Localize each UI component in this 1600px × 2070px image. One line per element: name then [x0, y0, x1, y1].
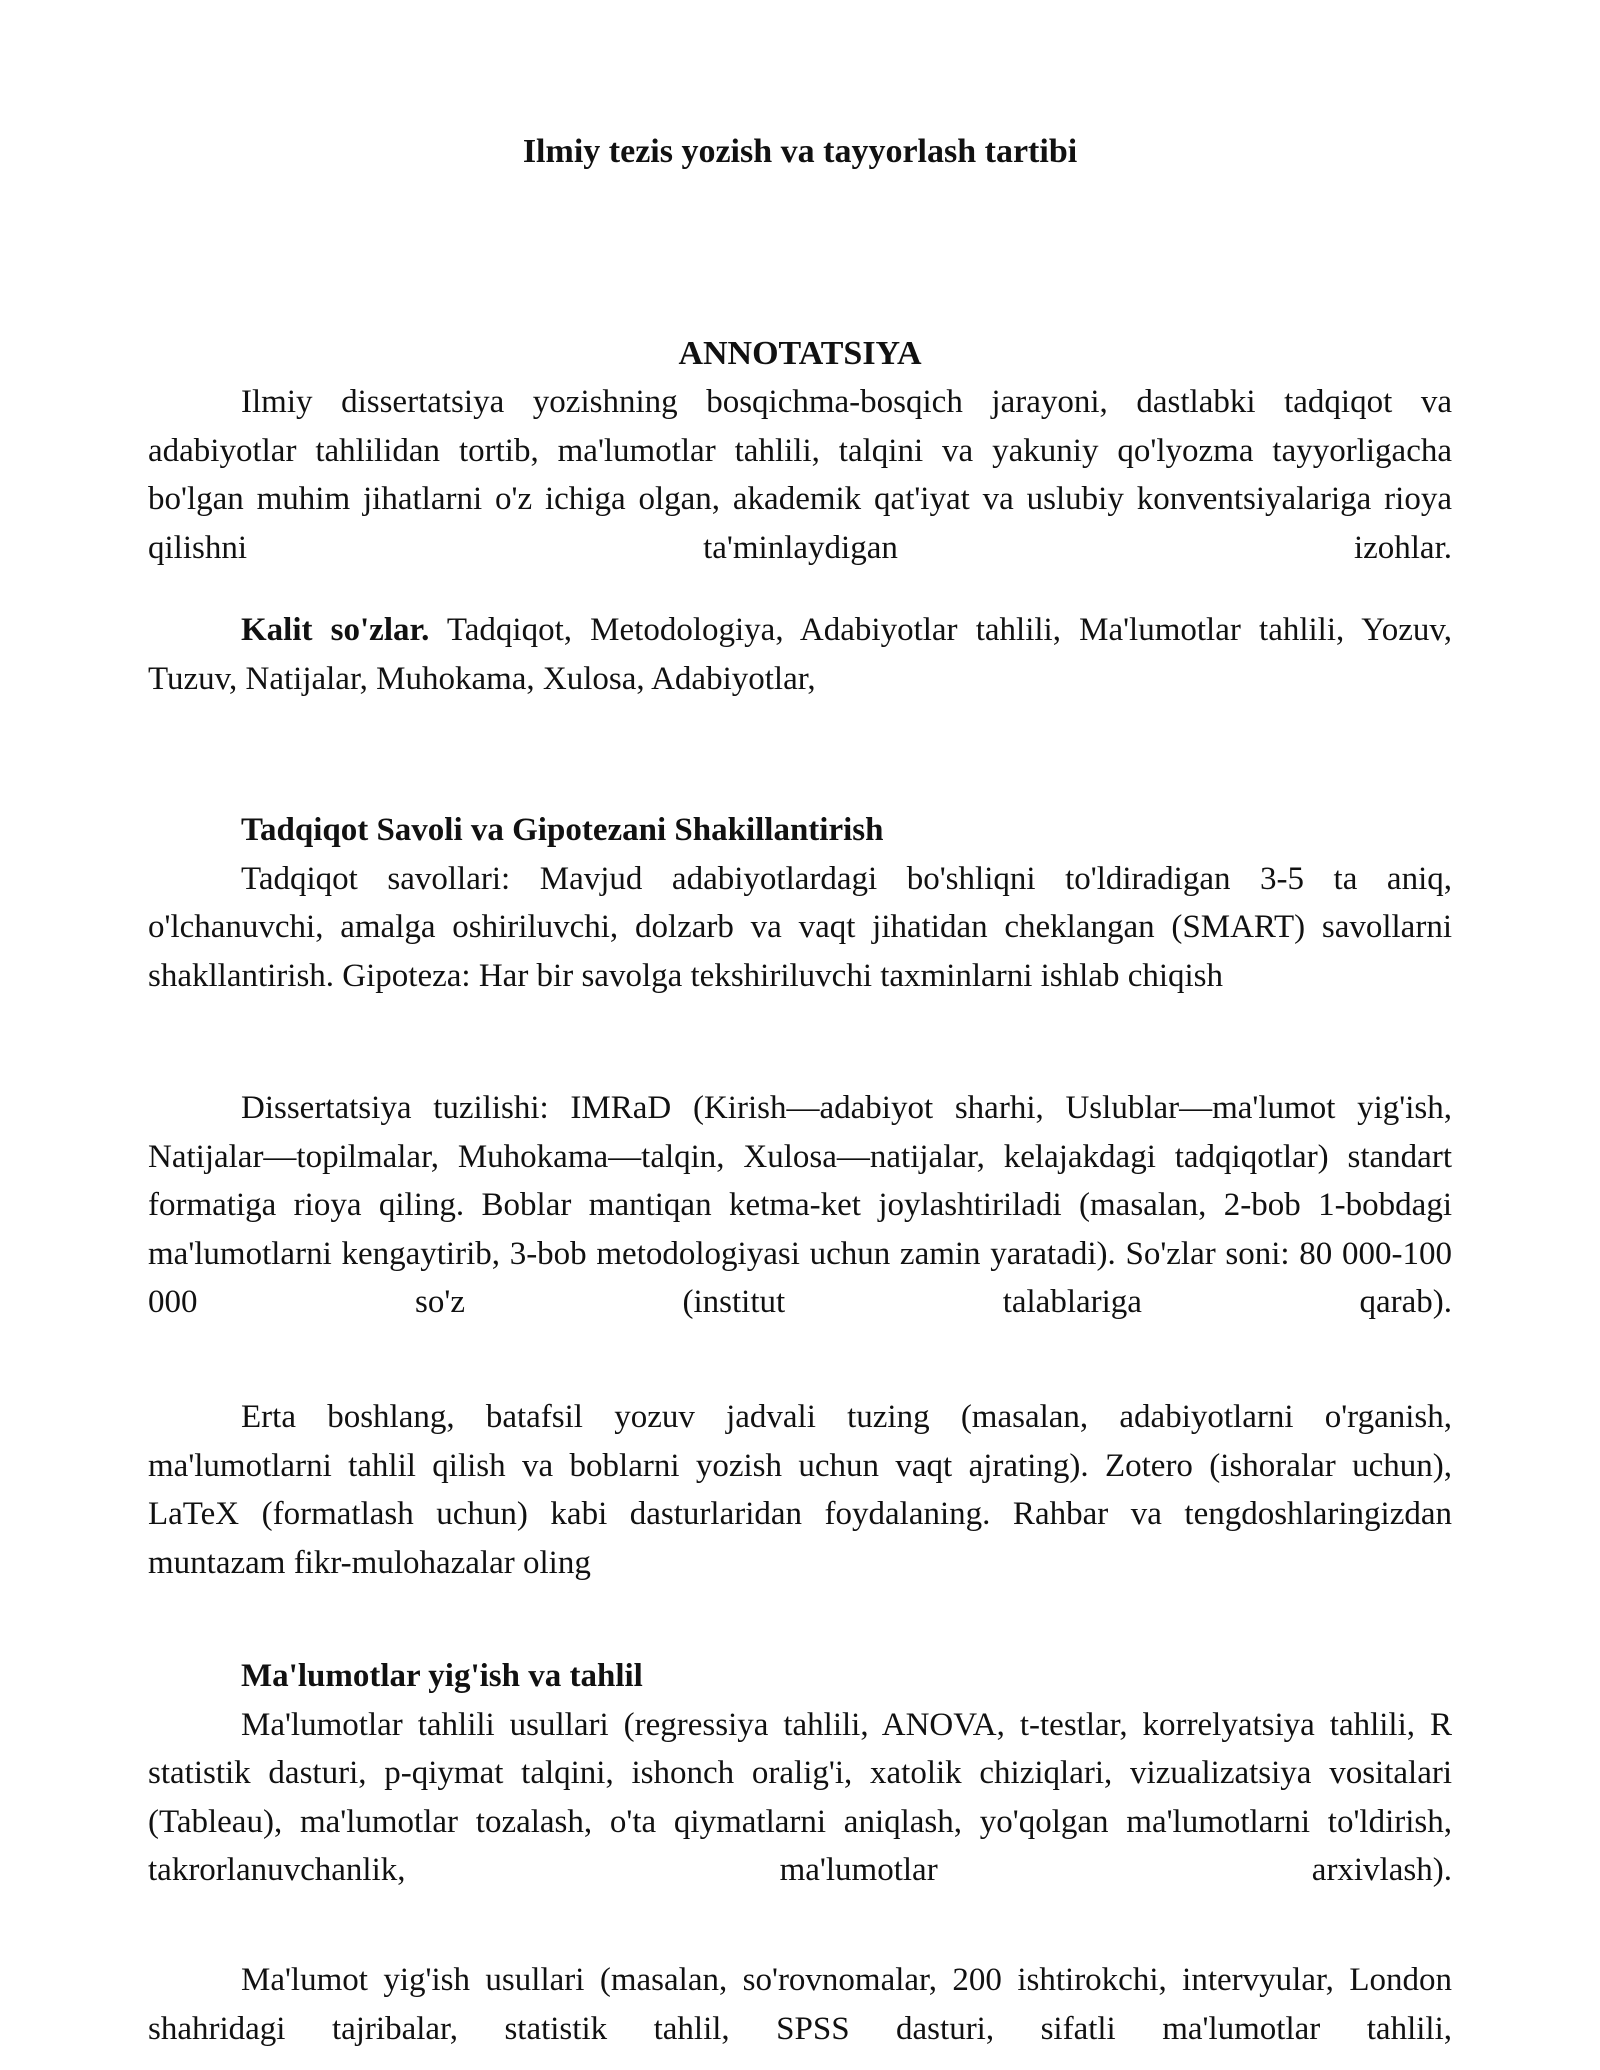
annotation-paragraph: Ilmiy dissertatsiya yozishning bosqichma-bosqich jarayoni, dastlabki tadqiqot va adabiyotlar tahlilidan tortib, ma'lumotlar tahlili, talqini va yakuniy qo'lyozma tayyorligacha bo'lgan muhim jihatlarni o'z ichiga olgan, akademik qat'iyat va uslubiy konventsiyalariga rioya qilishni ta'minlaydigan izohlar. [148, 384, 1452, 566]
section-heading: Ma'lumotlar yig'ish va tahlil [241, 1658, 643, 1694]
schedule-block [148, 1393, 1452, 1587]
section-paragraph: Tadqiqot savollari: Mavjud adabiyotlardagi bo'shliqni to'ldiradigan 3-5 ta aniq, o'lchanuvchi, amalga oshiriluvchi, dolzarb va vaqt jihatidan cheklangan (SMART) savollarni shakllantirish. Gipoteza: Har bir savolga tekshiriluvchi taxminlarni ishlab chiqish [148, 860, 1452, 994]
keywords-paragraph [148, 606, 1452, 703]
section-research-question [148, 806, 1452, 1000]
data-methods-block [148, 1956, 1452, 2053]
section-paragraph: Dissertatsiya tuzilishi: IMRaD (Kirish—adabiyot sharhi, Uslublar—ma'lumot yig'ish, Natijalar—topilmalar, Muhokama—talqin, Xulosa—natijalar, kelajakdagi tadqiqotlar) standart formatiga rioya qiling. Boblar mantiqan ketma-ket joylashtiriladi (masalan, 2-bob 1-bobdagi ma'lumotlarni kengaytirib, 3-bob metodologiyasi uchun zamin yaratadi). So'zlar soni: 80 000-100 000 so'z (institut talablariga qarab). [148, 1090, 1452, 1320]
annotation-block [148, 378, 1452, 572]
keywords-block [148, 606, 1452, 703]
section-paragraph: Ma'lumotlar tahlili usullari (regressiya tahlili, ANOVA, t-testlar, korrelyatsiya tahlili, R statistik dasturi, p-qiymat talqini, ishonch oralig'i, xatolik chiziqlari, vizualizatsiya vositalari (Tableau), ma'lumotlar tozalash, o'ta qiymatlarni aniqlash, yo'qolgan ma'lumotlarni to'ldirish, takrorlanuvchanlik, ma'lumotlar arxivlash). [148, 1706, 1452, 1888]
document-title: Ilmiy tezis yozish va tayyorlash tartibi [522, 133, 1078, 170]
structure-block [148, 1084, 1452, 1327]
keywords-label: Kalit so'zlar. [241, 612, 430, 648]
keywords-text: Tadqiqot, Metodologiya, Adabiyotlar tahlili, Ma'lumotlar tahlili, Yozuv, Tuzuv, Natijalar, Muhokama, Xulosa, Adabiyotlar, [148, 612, 1452, 697]
annotation-heading: ANNOTATSIYA [678, 335, 922, 372]
section-paragraph: Erta boshlang, batafsil yozuv jadvali tuzing (masalan, adabiyotlarni o'rganish, ma'lumotlarni tahlil qilish va boblarni yozish uchun vaqt ajrating). Zotero (ishoralar uchun), LaTeX (formatlash uchun) kabi dasturlaridan foydalaning. Rahbar va tengdoshlaringizdan muntazam fikr-mulohazalar oling [148, 1399, 1452, 1581]
section-heading: Tadqiqot Savoli va Gipotezani Shakillantirish [241, 812, 884, 848]
section-paragraph: Ma'lumot yig'ish usullari (masalan, so'rovnomalar, 200 ishtirokchi, intervyular, London shahridagi tajribalar, statistik tahlil, SPSS dasturi, sifatli ma'lumotlar tahlili, [148, 1962, 1452, 2047]
section-data-collection [148, 1652, 1452, 1895]
